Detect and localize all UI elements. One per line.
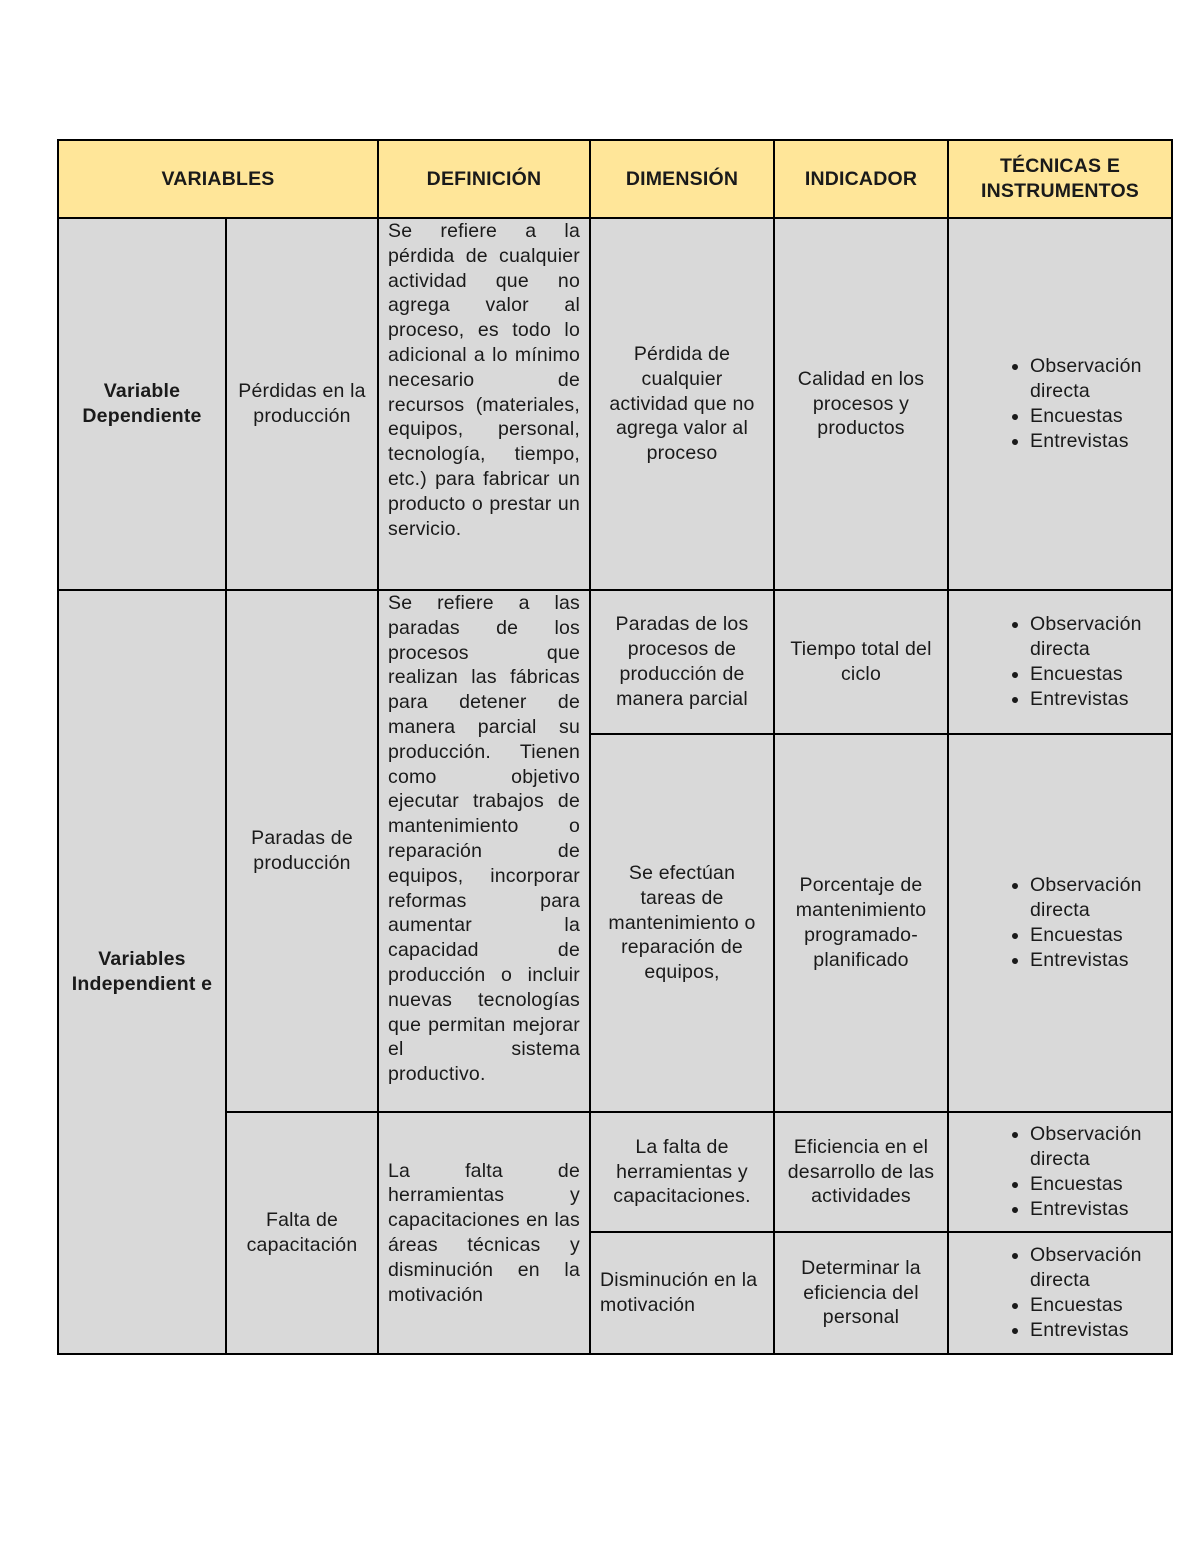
header-definicion: DEFINICIÓN <box>378 140 590 218</box>
header-tecnicas: TÉCNICAS E INSTRUMENTOS <box>948 140 1172 218</box>
list-item: • Entrevistas <box>1030 429 1162 454</box>
list-item: • Observación directa <box>1030 1122 1162 1172</box>
variable-dependiente-label: Variable Dependiente <box>58 218 226 590</box>
dimension-cell: Pérdida de cualquier actividad que no agrega valor al proceso <box>590 218 774 590</box>
list-item: • Observación directa <box>1030 1243 1162 1293</box>
table-row <box>58 590 1172 734</box>
subvariable-paradas: Paradas de producción <box>226 590 378 1112</box>
list-item: • Entrevistas <box>1030 948 1162 973</box>
list-item: • Encuestas <box>1030 923 1162 948</box>
techniques-cell <box>948 734 1172 1112</box>
techniques-cell <box>948 1112 1172 1232</box>
techniques-list <box>958 612 1162 711</box>
techniques-cell <box>948 590 1172 734</box>
definition-paradas: Se refiere a las paradas de los procesos que realizan las fábricas para detener de manera parcial su producción. Tienen como objetivo ejecutar trabajos de mantenimiento o reparación de equipos, incorporar reformas para aumentar la capacidad de producción o incluir nuevas tecnologías que permitan mejorar el sistema productivo. <box>378 590 590 1112</box>
operationalization-table <box>57 139 1173 1355</box>
subvariable-capacitacion: Falta de capacitación <box>226 1112 378 1354</box>
techniques-cell <box>948 218 1172 590</box>
indicator-cell: Porcentaje de mantenimiento programado-planificado <box>774 734 948 1112</box>
list-item: • Observación directa <box>1030 612 1162 662</box>
definition-capacitacion: La falta de herramientas y capacitaciones en las áreas técnicas y disminución en la motivación <box>378 1112 590 1354</box>
list-item: • Entrevistas <box>1030 1318 1162 1343</box>
table-row <box>58 218 1172 590</box>
list-item: • Encuestas <box>1030 1172 1162 1197</box>
indicator-cell: Tiempo total del ciclo <box>774 590 948 734</box>
dimension-cell: La falta de herramientas y capacitaciones. <box>590 1112 774 1232</box>
header-row <box>58 140 1172 218</box>
dimension-cell: Se efectúan tareas de mantenimiento o reparación de equipos, <box>590 734 774 1112</box>
header-dimension: DIMENSIÓN <box>590 140 774 218</box>
indicator-cell: Determinar la eficiencia del personal <box>774 1232 948 1354</box>
variable-independiente-label: Variables Independient e <box>58 590 226 1354</box>
table-row <box>58 1112 1172 1232</box>
dimension-cell: Paradas de los procesos de producción de manera parcial <box>590 590 774 734</box>
definition-perdidas: Se refiere a la pérdida de cualquier actividad que no agrega valor al proceso, es todo lo adicional a lo mínimo necesario de recursos (materiales, equipos, personal, tecnología, tiempo, etc.) para fabricar un producto o prestar un servicio. <box>378 218 590 590</box>
list-item: • Encuestas <box>1030 662 1162 687</box>
subvariable-perdidas: Pérdidas en la producción <box>226 218 378 590</box>
techniques-cell <box>948 1232 1172 1354</box>
list-item: • Observación directa <box>1030 354 1162 404</box>
indicator-cell: Calidad en los procesos y productos <box>774 218 948 590</box>
dimension-cell: Disminución en la motivación <box>590 1232 774 1354</box>
list-item: • Entrevistas <box>1030 687 1162 712</box>
list-item: • Encuestas <box>1030 404 1162 429</box>
techniques-list <box>958 1243 1162 1342</box>
techniques-list <box>958 354 1162 453</box>
header-indicador: INDICADOR <box>774 140 948 218</box>
list-item: • Observación directa <box>1030 873 1162 923</box>
techniques-list <box>958 873 1162 972</box>
list-item: • Entrevistas <box>1030 1197 1162 1222</box>
techniques-list <box>958 1122 1162 1221</box>
list-item: • Encuestas <box>1030 1293 1162 1318</box>
header-variables: VARIABLES <box>58 140 378 218</box>
indicator-cell: Eficiencia en el desarrollo de las actividades <box>774 1112 948 1232</box>
